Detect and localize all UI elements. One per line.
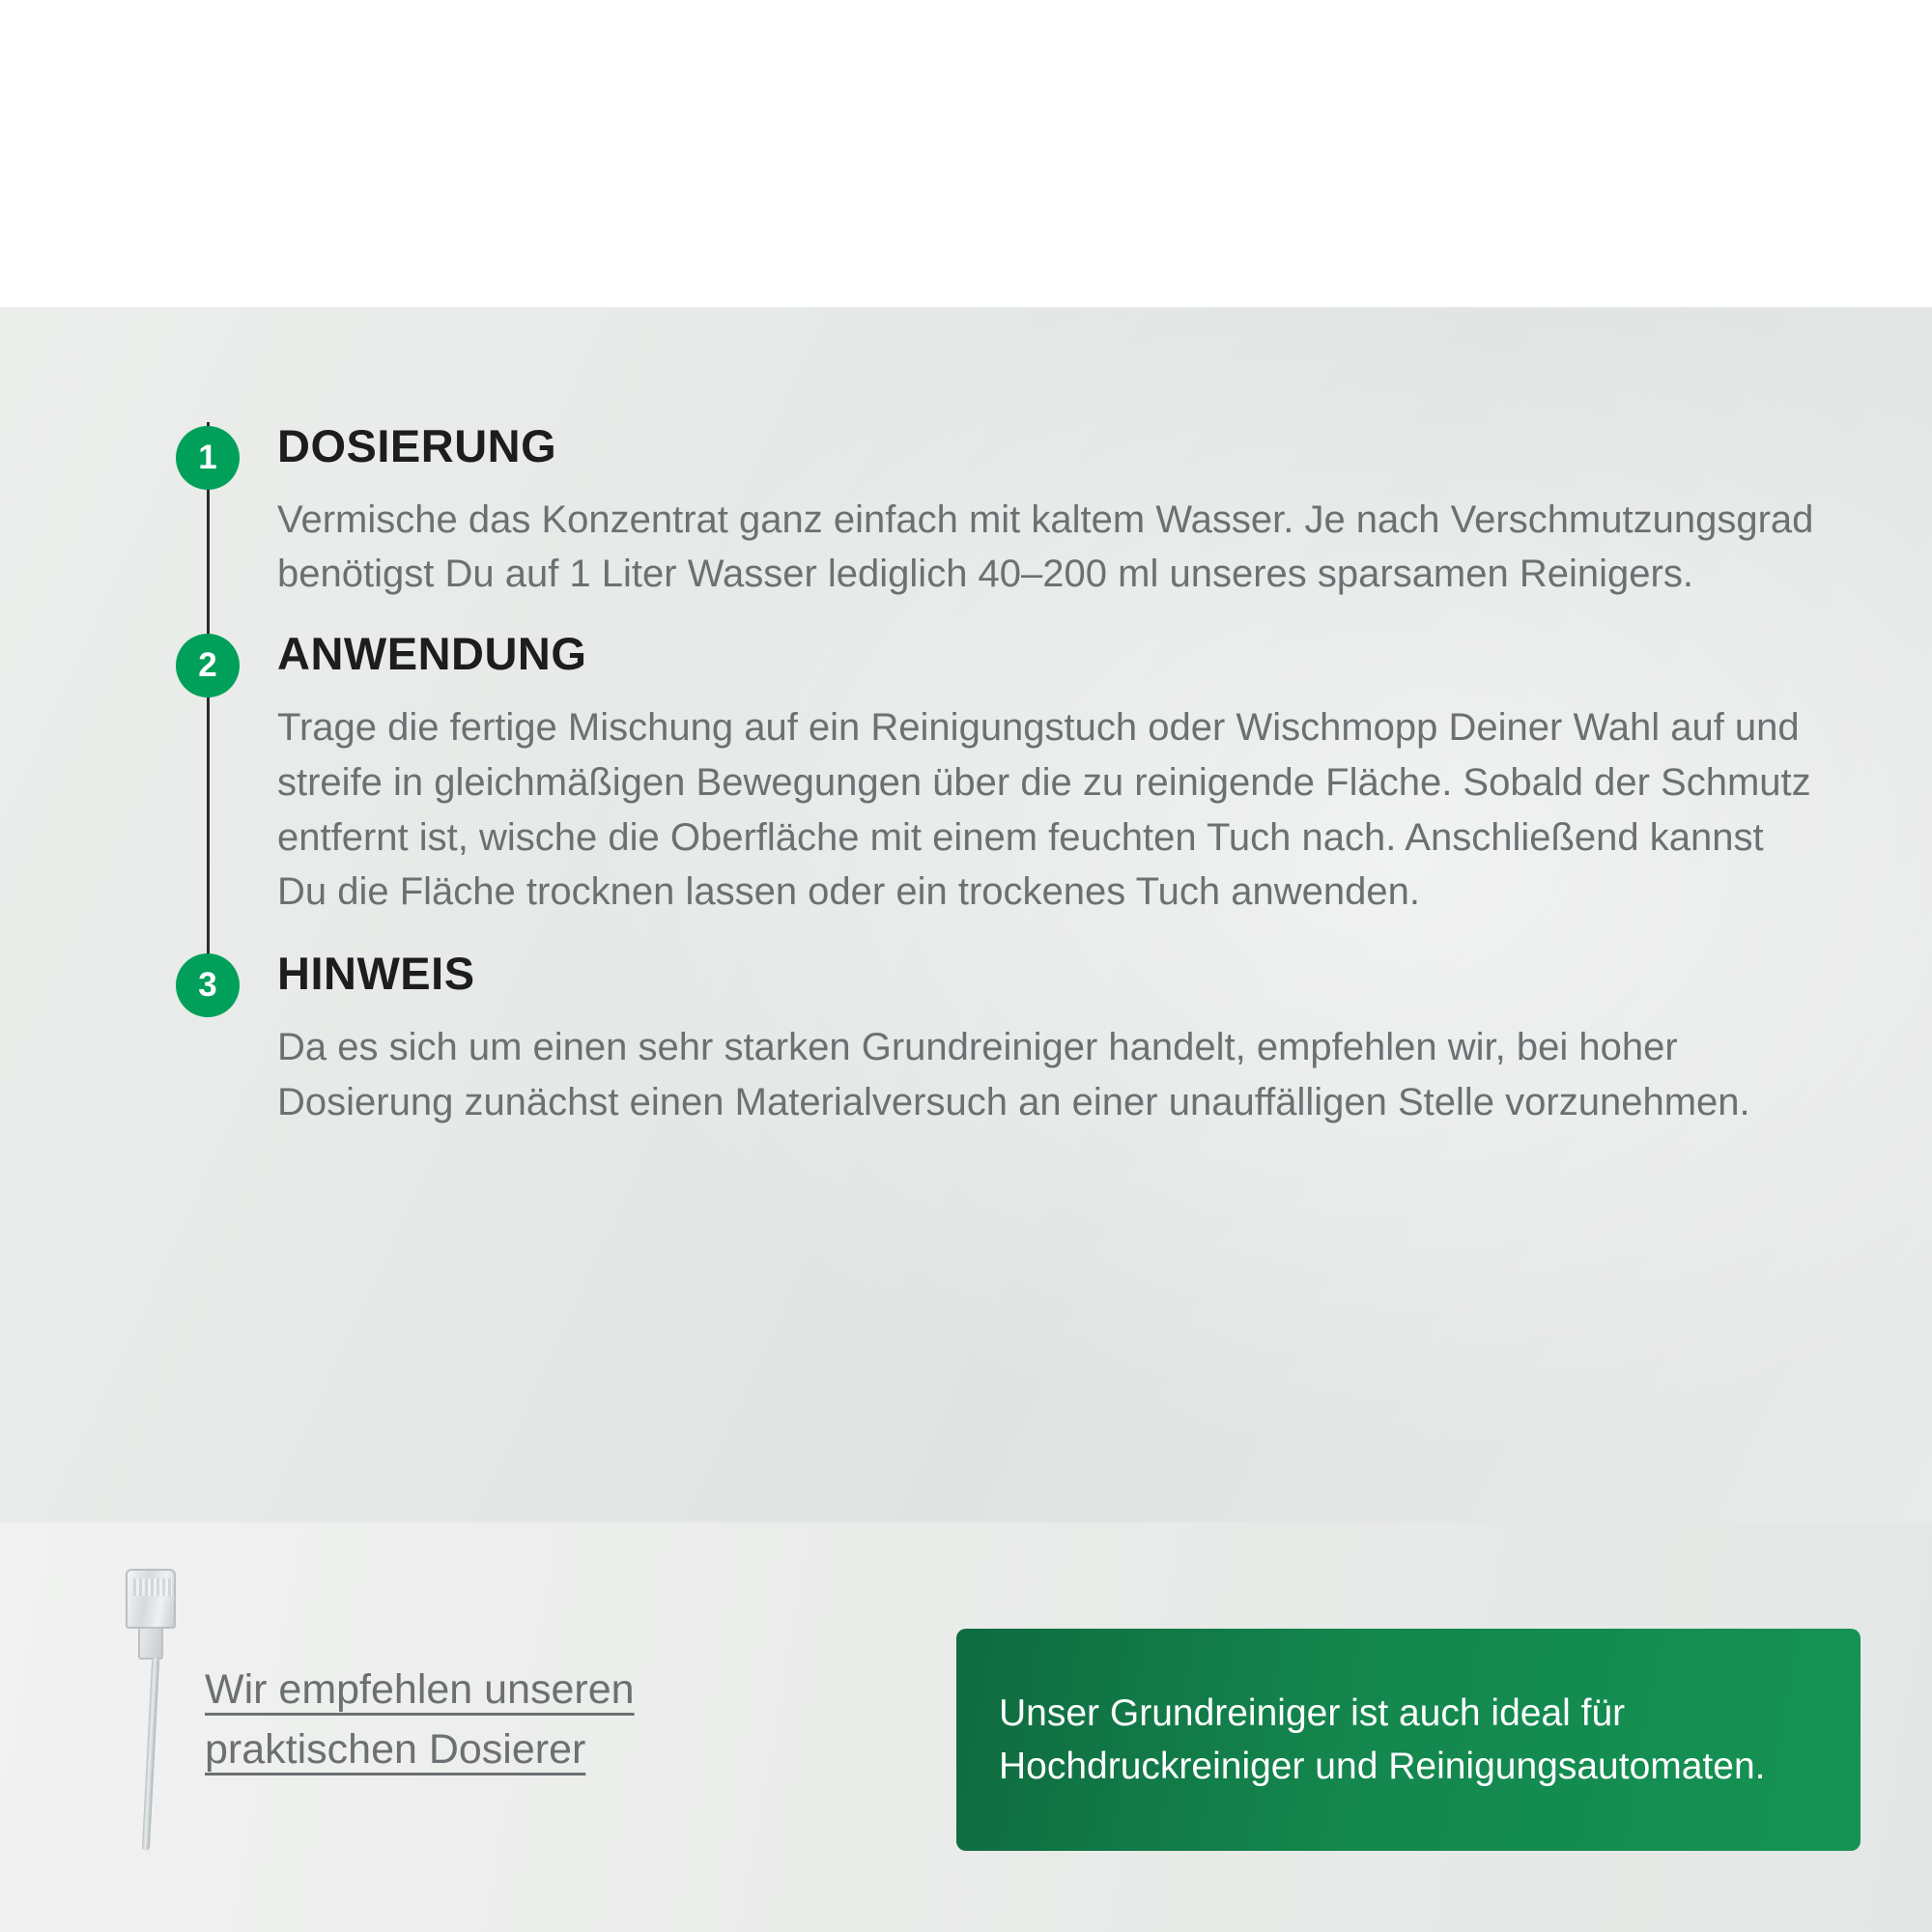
dosierer-recommendation-link[interactable]: Wir empfehlen unseren praktischen Dosierer <box>205 1666 635 1774</box>
dosing-cap-head <box>126 1569 176 1629</box>
step-title: ANWENDUNG <box>277 628 587 680</box>
steps-list <box>176 421 1818 1147</box>
instructions-section <box>0 307 1932 1522</box>
step-item-2 <box>176 629 1818 920</box>
page-title-line1: EINFACH IN DER <box>189 31 907 131</box>
step-text: Trage die fertige Mischung auf ein Reinigungstuch oder Wischmopp Deiner Wahl auf und streife in gleichmäßigen Bewegungen über die zu reinigende Fläche. Sobald der Schmutz entfernt ist, wische die Oberfläche mit einem feuchten Tuch nach. Anschließend kannst Du die Fläche trocknen lassen oder ein trockenes Tuch anwenden. <box>277 705 1811 914</box>
step-number-badge: 3 <box>176 953 240 1017</box>
footer-highlight-card <box>956 1629 1861 1851</box>
footer-highlight-text: Unser Grundreiniger ist auch ideal für Hochdruckreiniger und Reinigungsautomaten. <box>999 1691 1766 1787</box>
step-title: HINWEIS <box>277 948 475 1000</box>
step-number-badge: 1 <box>176 426 240 490</box>
step-text: Vermische das Konzentrat ganz einfach mit kaltem Wasser. Je nach Verschmutzungsgrad benötigst Du auf 1 Liter Wasser lediglich 40–200 ml unseres sparsamen Reinigers. <box>277 497 1814 596</box>
step-item-1 <box>176 421 1818 602</box>
step-title: DOSIERUNG <box>277 420 557 471</box>
page-title-line2: ANWENDUNG <box>189 127 696 213</box>
dosing-cap-neck <box>138 1627 163 1660</box>
page-title <box>189 31 1252 213</box>
step-text: Da es sich um einen sehr starken Grundreiniger handelt, empfehlen wir, bei hoher Dosierung zunächst einen Materialversuch an einer unauffälligen Stelle vorzunehmen. <box>277 1025 1750 1123</box>
step-item-3 <box>176 949 1818 1129</box>
footer-section <box>0 1522 1932 1932</box>
contact-link[interactable]: Bei Fragen kontaktiere uns! <box>1465 52 1861 86</box>
header-banner <box>0 0 1932 307</box>
dosing-cap-tube <box>142 1658 159 1851</box>
step-number-badge: 2 <box>176 634 240 697</box>
